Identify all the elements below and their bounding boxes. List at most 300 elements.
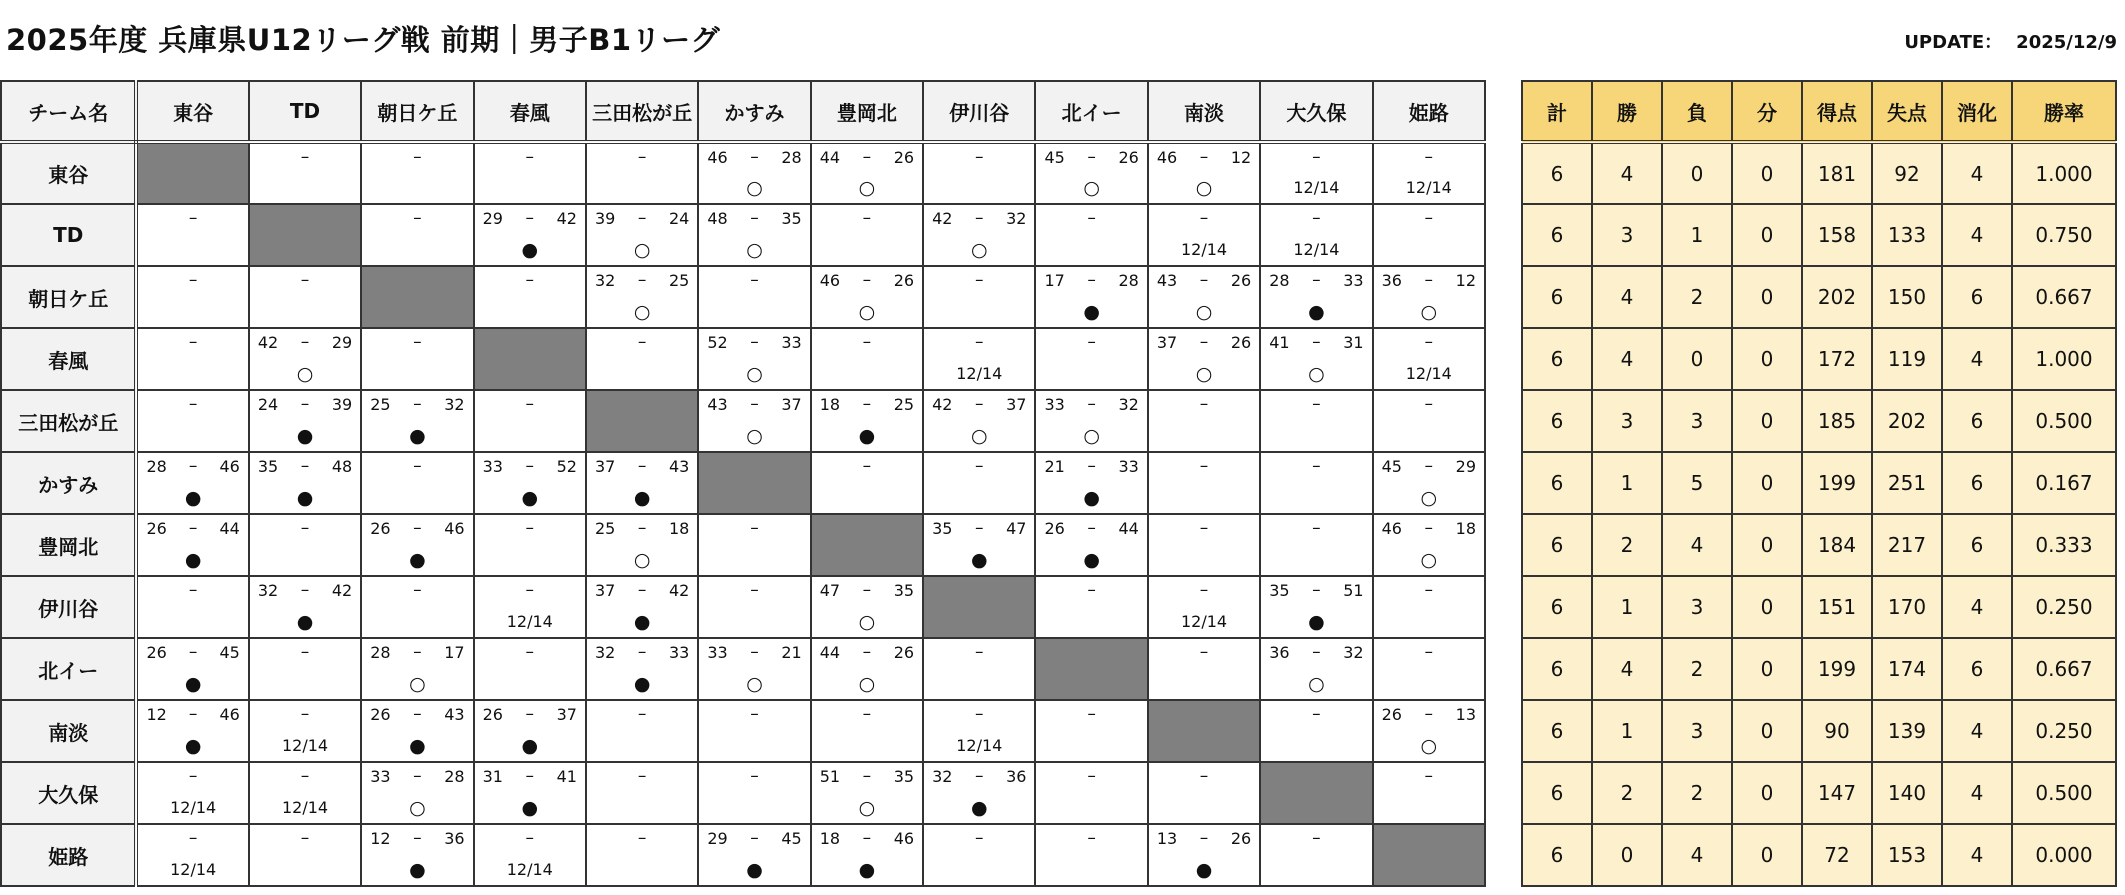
win-icon: ○	[858, 177, 876, 199]
match-cell	[923, 762, 1035, 824]
match-cell-content	[138, 267, 247, 327]
stats-cell: 0.750	[2012, 204, 2116, 266]
match-cell-content	[587, 205, 697, 265]
home-score: 45	[1381, 457, 1402, 476]
home-score: 42	[932, 209, 953, 228]
away-score: 32	[1118, 395, 1139, 414]
row-header: 三田松が丘	[1, 390, 136, 452]
match-cell-content	[362, 515, 472, 575]
loss-icon: ●	[296, 425, 314, 447]
not-played-dash: –	[188, 208, 198, 228]
away-score: 39	[331, 395, 353, 414]
match-cell-content	[362, 825, 472, 885]
not-played-dash: –	[1312, 147, 1321, 167]
match-cell-content	[250, 329, 360, 389]
match-cell-content	[812, 144, 922, 203]
loss-icon: ●	[970, 797, 988, 819]
match-cell-content	[475, 391, 585, 451]
stats-cell: 0.500	[2012, 762, 2116, 824]
self-match-cell	[249, 204, 361, 266]
win-icon: ○	[1083, 425, 1100, 447]
score-dash: –	[413, 518, 422, 538]
not-played-dash: –	[525, 518, 535, 538]
score-dash: –	[750, 642, 759, 662]
loss-icon: ●	[184, 673, 202, 695]
match-cell	[1035, 762, 1147, 824]
match-cell-content	[1149, 329, 1259, 389]
match-cell	[1148, 452, 1260, 514]
match-cell-content	[1036, 329, 1146, 389]
table-row	[1522, 700, 2116, 762]
score-dash: –	[1312, 270, 1321, 290]
match-cell-content	[699, 577, 809, 637]
match-cell	[1373, 576, 1485, 638]
away-score: 37	[781, 395, 802, 414]
stats-cell: 158	[1802, 204, 1872, 266]
match-cell-content	[812, 701, 922, 761]
home-score: 32	[594, 643, 616, 662]
stats-cell: 181	[1802, 142, 1872, 204]
stats-cell: 4	[1592, 266, 1662, 328]
match-cell	[361, 762, 473, 824]
home-score: 12	[370, 829, 391, 848]
score-dash: –	[1199, 270, 1209, 290]
match-cell-content	[362, 639, 472, 699]
stats-cell: 6	[1942, 638, 2012, 700]
not-played-dash: –	[862, 208, 872, 228]
home-score: 46	[1156, 148, 1178, 167]
match-cell-content	[1149, 205, 1259, 265]
match-cell	[586, 762, 698, 824]
match-cell	[249, 514, 361, 576]
away-score: 25	[668, 271, 690, 290]
score-dash: –	[1312, 332, 1321, 352]
not-played-dash: –	[1087, 704, 1096, 724]
win-icon: ○	[746, 177, 763, 199]
win-icon: ○	[409, 673, 426, 695]
stats-header: 消化	[1942, 81, 2012, 142]
score-dash: –	[862, 828, 872, 848]
stats-cell: 0	[1662, 142, 1732, 204]
stats-cell: 6	[1522, 514, 1592, 576]
not-played-dash: –	[637, 332, 647, 352]
score-dash: –	[525, 208, 535, 228]
score-dash: –	[525, 456, 535, 476]
match-cell	[361, 452, 473, 514]
loss-icon: ●	[1308, 301, 1325, 323]
home-score: 21	[1044, 457, 1065, 476]
match-cell-content	[812, 453, 922, 513]
match-cell-content	[1036, 825, 1146, 885]
stats-cell: 0.167	[2012, 452, 2116, 514]
stats-cell: 0	[1732, 142, 1802, 204]
match-cell	[1148, 390, 1260, 452]
match-cell-content	[1261, 825, 1371, 885]
stats-cell: 0.667	[2012, 638, 2116, 700]
score-dash: –	[1087, 394, 1096, 414]
not-played-dash: –	[413, 208, 422, 228]
scheduled-date: 12/14	[170, 860, 217, 879]
home-score: 46	[1381, 519, 1402, 538]
stats-cell: 6	[1522, 700, 1592, 762]
match-cell	[1148, 576, 1260, 638]
match-cell-content	[1149, 825, 1259, 885]
scheduled-date: 12/14	[1180, 612, 1228, 631]
home-score: 43	[1156, 271, 1178, 290]
match-cell	[1035, 514, 1147, 576]
match-cell-content	[250, 267, 360, 327]
away-score: 43	[444, 705, 465, 724]
stats-cell: 2	[1662, 638, 1732, 700]
self-match-cell	[361, 266, 473, 328]
score-dash: –	[750, 828, 759, 848]
win-icon: ○	[1420, 487, 1438, 509]
win-icon: ○	[1195, 363, 1213, 385]
match-cell	[249, 638, 361, 700]
score-dash: –	[1424, 456, 1434, 476]
not-played-dash: –	[1424, 580, 1434, 600]
home-score: 46	[819, 271, 841, 290]
home-score: 47	[819, 581, 841, 600]
not-played-dash: –	[1199, 456, 1209, 476]
loss-icon: ●	[970, 549, 988, 571]
away-score: 18	[1455, 519, 1476, 538]
match-cell	[1260, 452, 1372, 514]
match-cell-content	[1261, 267, 1371, 327]
away-score: 35	[893, 581, 915, 600]
match-cell	[1260, 390, 1372, 452]
stats-cell: 3	[1662, 576, 1732, 638]
not-played-dash: –	[188, 332, 198, 352]
match-cell	[923, 638, 1035, 700]
match-cell-content	[250, 577, 360, 637]
stats-cell: 4	[1662, 824, 1732, 886]
loss-icon: ●	[858, 859, 876, 881]
scheduled-date: 12/14	[506, 612, 553, 631]
match-cell	[1035, 576, 1147, 638]
score-dash: –	[300, 456, 310, 476]
not-played-dash: –	[525, 270, 535, 290]
match-cell	[136, 204, 248, 266]
match-cell	[586, 576, 698, 638]
not-played-dash: –	[1199, 208, 1209, 228]
table-row	[1522, 328, 2116, 390]
match-cell-content	[924, 329, 1034, 389]
match-cell-content	[1149, 391, 1259, 451]
home-score: 35	[257, 457, 279, 476]
stats-cell: 0	[1592, 824, 1662, 886]
match-cell	[361, 390, 473, 452]
score-dash: –	[413, 828, 422, 848]
home-score: 32	[257, 581, 279, 600]
stats-cell: 4	[1942, 576, 2012, 638]
match-cell	[698, 514, 810, 576]
scheduled-date: 12/14	[1180, 240, 1228, 259]
loss-icon: ●	[633, 487, 651, 509]
match-cell-content	[250, 391, 360, 451]
standings-table	[1521, 80, 2117, 887]
match-cell	[1373, 266, 1485, 328]
score-dash: –	[188, 642, 198, 662]
loss-icon: ●	[521, 487, 539, 509]
score-dash: –	[637, 208, 647, 228]
loss-icon: ●	[521, 239, 539, 261]
match-cell-content	[138, 205, 247, 265]
home-score: 37	[594, 457, 616, 476]
match-cell	[361, 328, 473, 390]
table-row	[1522, 452, 2116, 514]
home-score: 46	[707, 148, 728, 167]
stats-cell: 3	[1592, 390, 1662, 452]
match-cell	[1260, 824, 1372, 886]
match-cell	[249, 142, 361, 204]
score-dash: –	[413, 642, 422, 662]
update-label: UPDATE：	[1904, 32, 2003, 53]
not-played-dash: –	[862, 456, 872, 476]
away-score: 26	[893, 148, 915, 167]
match-cell-content	[475, 825, 585, 885]
match-cell	[474, 762, 586, 824]
match-cell-content	[587, 453, 697, 513]
match-cell-content	[1374, 515, 1484, 575]
match-cell	[586, 824, 698, 886]
match-cell	[811, 390, 923, 452]
home-score: 18	[819, 395, 841, 414]
match-cell	[136, 638, 248, 700]
match-cell	[811, 328, 923, 390]
home-score: 39	[594, 209, 616, 228]
row-header: 伊川谷	[1, 576, 136, 638]
not-played-dash: –	[750, 270, 759, 290]
scheduled-date: 12/14	[1293, 240, 1340, 259]
match-cell-content	[924, 144, 1034, 203]
not-played-dash: –	[413, 147, 422, 167]
away-score: 24	[668, 209, 690, 228]
match-cell	[1035, 328, 1147, 390]
not-played-dash: –	[525, 828, 535, 848]
stats-cell: 4	[1942, 700, 2012, 762]
home-score: 26	[146, 643, 167, 662]
self-match-cell	[1373, 824, 1485, 886]
not-played-dash: –	[188, 270, 198, 290]
self-match-cell	[811, 514, 923, 576]
match-cell	[811, 452, 923, 514]
home-score: 33	[370, 767, 391, 786]
away-score: 32	[444, 395, 465, 414]
stats-cell: 90	[1802, 700, 1872, 762]
loss-icon: ●	[409, 859, 426, 881]
stats-cell: 6	[1942, 514, 2012, 576]
match-cell	[1373, 328, 1485, 390]
match-cell-content	[1036, 577, 1146, 637]
match-cell	[1035, 142, 1147, 204]
match-cell	[811, 824, 923, 886]
home-score: 17	[1044, 271, 1065, 290]
home-score: 42	[257, 333, 279, 352]
stats-cell: 72	[1802, 824, 1872, 886]
match-cell	[923, 142, 1035, 204]
score-dash: –	[750, 394, 759, 414]
match-cell	[1260, 142, 1372, 204]
stats-cell: 6	[1942, 390, 2012, 452]
not-played-dash: –	[300, 518, 310, 538]
home-score: 24	[257, 395, 279, 414]
away-score: 29	[1455, 457, 1476, 476]
match-cell	[1148, 762, 1260, 824]
home-score: 29	[482, 209, 503, 228]
stats-cell: 199	[1802, 638, 1872, 700]
away-score: 45	[781, 829, 802, 848]
self-match-cell	[1148, 700, 1260, 762]
match-cell	[249, 452, 361, 514]
stats-cell: 1	[1592, 576, 1662, 638]
score-dash: –	[1087, 518, 1096, 538]
stats-cell: 1	[1592, 700, 1662, 762]
stats-cell: 170	[1872, 576, 1942, 638]
stats-cell: 151	[1802, 576, 1872, 638]
match-cell	[136, 700, 248, 762]
score-dash: –	[413, 394, 422, 414]
stats-cell: 6	[1942, 266, 2012, 328]
stats-cell: 0.250	[2012, 700, 2116, 762]
home-score: 33	[482, 457, 503, 476]
away-score: 18	[668, 519, 690, 538]
match-cell	[698, 204, 810, 266]
match-cell-content	[362, 144, 472, 203]
results-grid	[0, 80, 1486, 887]
not-played-dash: –	[525, 642, 535, 662]
win-icon: ○	[858, 797, 876, 819]
match-cell-content	[1149, 144, 1259, 203]
loss-icon: ●	[1083, 301, 1100, 323]
stats-cell: 0	[1732, 514, 1802, 576]
score-dash: –	[637, 580, 647, 600]
score-dash: –	[1087, 147, 1096, 167]
match-cell	[136, 390, 248, 452]
stats-cell: 6	[1522, 142, 1592, 204]
match-cell-content	[1036, 267, 1146, 327]
home-score: 37	[1156, 333, 1178, 352]
away-score: 21	[781, 643, 802, 662]
loss-icon: ●	[521, 735, 539, 757]
match-cell-content	[699, 205, 809, 265]
away-score: 28	[444, 767, 465, 786]
home-score: 52	[707, 333, 728, 352]
win-icon: ○	[746, 239, 763, 261]
not-played-dash: –	[975, 147, 984, 167]
match-cell-content	[587, 267, 697, 327]
match-cell-content	[587, 577, 697, 637]
match-cell-content	[362, 701, 472, 761]
score-dash: –	[862, 394, 872, 414]
stats-header: 分	[1732, 81, 1802, 142]
not-played-dash: –	[862, 332, 872, 352]
not-played-dash: –	[1199, 394, 1209, 414]
match-cell-content	[1261, 515, 1371, 575]
loss-icon: ●	[184, 487, 202, 509]
stats-cell: 3	[1662, 390, 1732, 452]
match-cell	[361, 824, 473, 886]
match-cell	[1260, 328, 1372, 390]
home-score: 29	[707, 829, 728, 848]
away-score: 41	[556, 767, 577, 786]
match-cell	[474, 576, 586, 638]
not-played-dash: –	[750, 704, 759, 724]
match-cell	[249, 328, 361, 390]
not-played-dash: –	[188, 580, 198, 600]
match-cell-content	[924, 453, 1034, 513]
match-cell-content	[250, 825, 360, 885]
score-dash: –	[188, 456, 198, 476]
score-dash: –	[975, 518, 984, 538]
match-cell-content	[138, 453, 247, 513]
stats-header: 勝率	[2012, 81, 2116, 142]
score-dash: –	[188, 518, 198, 538]
not-played-dash: –	[188, 766, 198, 786]
stats-cell: 4	[1592, 638, 1662, 700]
match-cell-content	[812, 763, 922, 823]
match-cell	[474, 638, 586, 700]
match-cell-content	[812, 205, 922, 265]
win-icon: ○	[633, 549, 651, 571]
match-cell-content	[475, 577, 585, 637]
match-cell	[136, 762, 248, 824]
not-played-dash: –	[975, 704, 984, 724]
score-dash: –	[975, 208, 984, 228]
match-cell-content	[1374, 577, 1484, 637]
column-header: 伊川谷	[923, 81, 1035, 142]
scheduled-date: 12/14	[956, 364, 1003, 383]
match-cell	[474, 266, 586, 328]
stats-cell: 147	[1802, 762, 1872, 824]
match-cell	[1373, 390, 1485, 452]
score-dash: –	[1087, 456, 1096, 476]
stats-cell: 4	[1592, 142, 1662, 204]
match-cell-content	[1036, 391, 1146, 451]
match-cell	[1373, 514, 1485, 576]
not-played-dash: –	[750, 518, 759, 538]
loss-icon: ●	[1083, 549, 1100, 571]
away-score: 46	[444, 519, 465, 538]
match-cell-content	[1261, 144, 1371, 203]
not-played-dash: –	[300, 147, 310, 167]
away-score: 52	[556, 457, 577, 476]
loss-icon: ●	[409, 425, 426, 447]
away-score: 42	[331, 581, 353, 600]
match-cell-content	[250, 453, 360, 513]
stats-header: 失点	[1872, 81, 1942, 142]
win-icon: ○	[970, 239, 988, 261]
not-played-dash: –	[1199, 518, 1209, 538]
match-cell-content	[362, 205, 472, 265]
row-header: 大久保	[1, 762, 136, 824]
self-match-cell	[698, 452, 810, 514]
away-score: 47	[1006, 519, 1027, 538]
match-cell-content	[1374, 329, 1484, 389]
score-dash: –	[862, 642, 872, 662]
table-row	[1, 514, 1485, 576]
column-header: 朝日ケ丘	[361, 81, 473, 142]
loss-icon: ●	[409, 735, 426, 757]
match-cell	[1260, 266, 1372, 328]
row-header: 北イー	[1, 638, 136, 700]
match-cell-content	[475, 453, 585, 513]
match-cell	[361, 514, 473, 576]
win-icon: ○	[296, 363, 314, 385]
win-icon: ○	[858, 301, 876, 323]
win-icon: ○	[1420, 549, 1438, 571]
match-cell-content	[924, 267, 1034, 327]
